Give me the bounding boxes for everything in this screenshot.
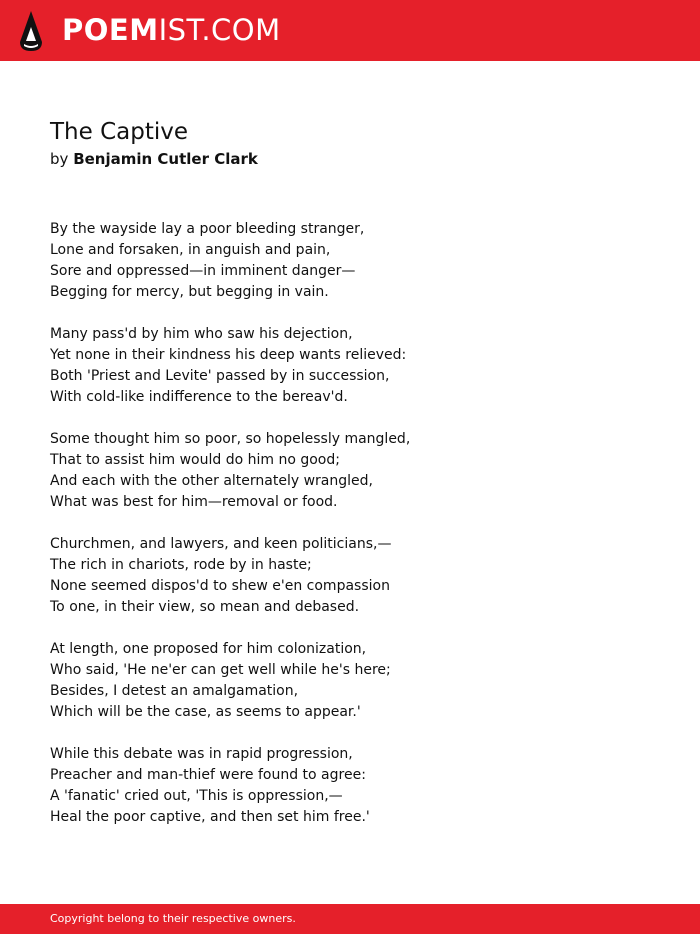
byline — [50, 149, 258, 169]
site-header — [0, 0, 700, 61]
poem-line: While this debate was in rapid progression, — [50, 746, 353, 762]
poem-line: A 'fanatic' cried out, 'This is oppression,— — [50, 788, 343, 804]
poem-line: Begging for mercy, but begging in vain. — [50, 284, 329, 300]
poem-line: The rich in chariots, rode by in haste; — [50, 557, 312, 573]
poem-line: Some thought him so poor, so hopelessly mangled, — [50, 431, 411, 447]
poem-line: To one, in their view, so mean and debased. — [50, 599, 360, 615]
poem-line: Yet none in their kindness his deep wants relieved: — [50, 347, 407, 363]
site-logo[interactable] — [62, 13, 281, 47]
author-name: Benjamin Cutler Clark — [73, 150, 258, 168]
poem-line: What was best for him—removal or food. — [50, 494, 338, 510]
poem-line: That to assist him would do him no good; — [50, 452, 340, 468]
by-label: by — [50, 150, 69, 168]
stanza — [50, 534, 670, 618]
stanza — [50, 744, 670, 828]
poem-line: Heal the poor captive, and then set him free.' — [50, 809, 370, 825]
poem-line: At length, one proposed for him colonization, — [50, 641, 367, 657]
pencil-tip-icon — [18, 10, 44, 52]
logo-light-text: IST.COM — [158, 13, 281, 47]
poem-line: Who said, 'He ne'er can get well while he's here; — [50, 662, 391, 678]
stanza — [50, 324, 670, 408]
poem-title: The Captive — [50, 119, 189, 145]
poem-line: Which will be the case, as seems to appear.' — [50, 704, 361, 720]
poem-line: Sore and oppressed—in imminent danger— — [50, 263, 356, 279]
site-footer — [0, 904, 700, 934]
poem-body — [50, 219, 670, 849]
poem-line: Lone and forsaken, in anguish and pain, — [50, 242, 331, 258]
poem-line: Both 'Priest and Levite' passed by in succession, — [50, 368, 390, 384]
stanza — [50, 219, 670, 303]
poem-line: None seemed dispos'd to shew e'en compassion — [50, 578, 390, 594]
poem-line: Besides, I detest an amalgamation, — [50, 683, 299, 699]
copyright-notice: Copyright belong to their respective owners. — [50, 912, 296, 925]
stanza — [50, 429, 670, 513]
poem-line: By the wayside lay a poor bleeding stranger, — [50, 221, 365, 237]
poem-line: Churchmen, and lawyers, and keen politicians,— — [50, 536, 392, 552]
poem-line: And each with the other alternately wrangled, — [50, 473, 373, 489]
poem-line: With cold-like indifference to the bereav'd. — [50, 389, 348, 405]
logo-bold-text: POEM — [62, 13, 159, 47]
stanza — [50, 639, 670, 723]
poem-line: Many pass'd by him who saw his dejection, — [50, 326, 353, 342]
poem-line: Preacher and man-thief were found to agree: — [50, 767, 366, 783]
